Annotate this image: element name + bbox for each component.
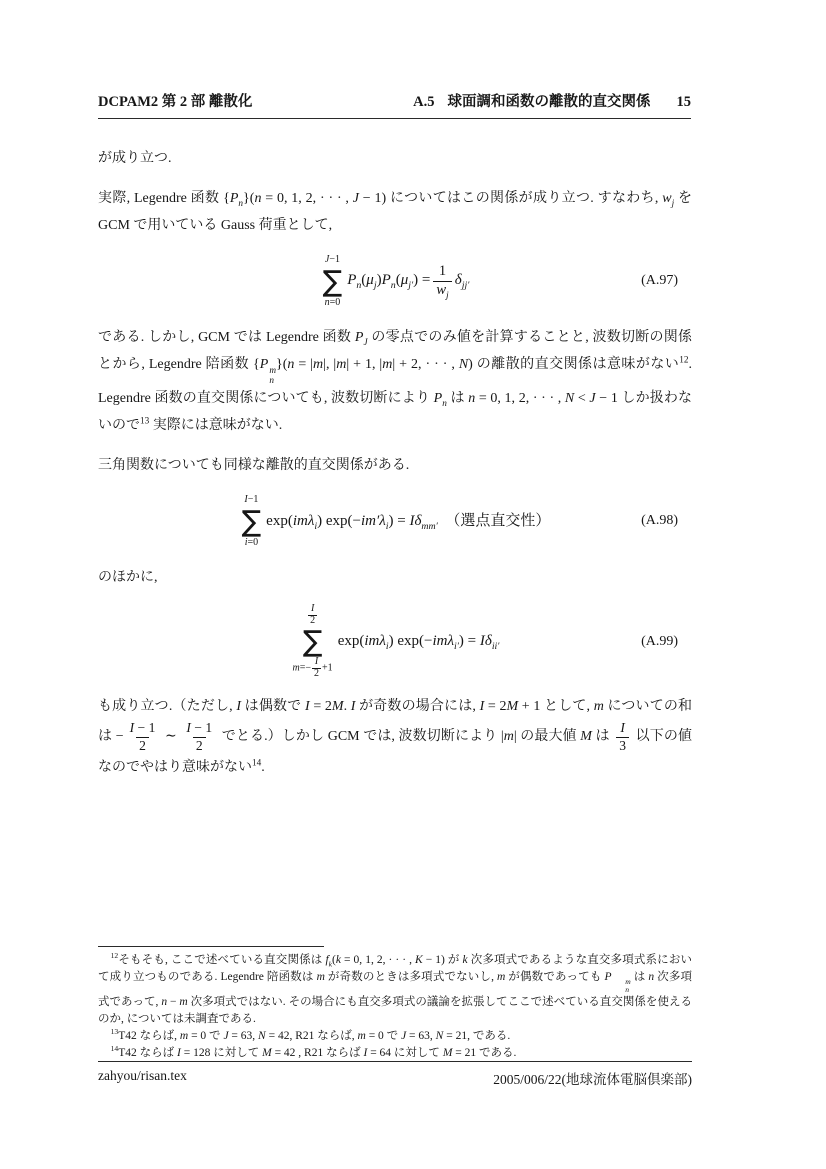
paragraph-5: のほかに, <box>98 570 158 586</box>
paragraph-1: が成り立つ. <box>98 151 172 166</box>
equation-expression: exp(imλ$_i$) $\exp(-im'\lambda_i) = I\delta_{mm'}$ （選点直交性） <box>266 512 551 532</box>
summation-symbol <box>242 494 262 548</box>
footnote-14: $^{14}$T42 ならば I = 128 に対して M = 42 , R21 ならば I = 64 に対して M = 21 である. <box>110 1044 517 1060</box>
equation-a99 <box>98 604 692 679</box>
fraction <box>433 263 451 299</box>
equation-a97 <box>98 252 692 310</box>
main-text <box>98 145 707 794</box>
paragraph-3: である. しかし, GCM では Legendre 函数 $P_J$ の零点でのみ値を計算することと, 波数切断の関係とから, Legendre 陪函数 {P m n }(n = |m|, |m| + 1, |m| + 2, · · · , N) の離散的直交関係は意味がない$^{12}$. Legendre 函数の直交関係についても, 波数切断により $P_n$ は n = 0, 1, 2, · · · , N < J − 1 しか扱わないので$^{13}$ 実際には意味がない. <box>98 330 707 434</box>
sigma-glyph: ∑ <box>322 263 343 298</box>
page-number: 15 <box>676 94 691 110</box>
paragraph-6: も成り立つ.（ただし, I は偶数で I = 2M. I が奇数の場合には, I = 2M + 1 として, m についての和は − $\frac{I - 1}{2}$ ∼ $\frac{I - 1}{2}$ でとる.）しかし GCM では, 波数切断により |m| の最大値 M は $\frac{I}{3}$ 以下の値なのでやはり意味がない$^{14}$. <box>98 699 693 776</box>
footnote-12: $^{12}$そもそも, ここで述べている直交関係は $f_k(k = 0$, 1, 2, · · · , K − 1) が k 次多項式であるような直交多項式系において成り立つものである. Legendre 陪函数は m が奇数のときは多項式でないし, m が偶数であっても P m n は n 次多項式であって, n − m 次多項式ではない. その場合にも直交多項式の議論を拡張してここで述べている直交関係を使えるのか, については未調査である. <box>98 951 692 1026</box>
section-heading <box>413 90 691 111</box>
summation-symbol <box>323 254 343 308</box>
section-number: A.5 <box>413 94 435 110</box>
sum-lower-limit: n=0 <box>324 296 341 308</box>
sigma-glyph: ∑ <box>302 624 323 659</box>
footer-date-credit: 2005/006/22(地球流体電脳倶楽部) <box>493 1072 692 1087</box>
equation-label-a99: (A.99) <box>641 633 678 649</box>
sum-upper-limit: J−1 <box>324 254 340 265</box>
equation-a98 <box>98 492 692 550</box>
equation-expression: $\delta_{jj'}$ <box>454 272 470 292</box>
sum-lower-limit: m=− $\frac{I}{2}$ +1 <box>292 656 333 679</box>
sum-upper-limit: $\frac{I}{2}$ <box>310 603 316 626</box>
page-footer <box>98 1061 692 1088</box>
summation-symbol <box>293 604 333 679</box>
footnote-13: $^{13}$T42 ならば, m = 0 で J = 63, N = 42, R21 ならば, m = 0 で J = 63, N = 21, である. <box>110 1027 511 1043</box>
section-title: 球面調和函数の離散的直交関係 <box>447 94 651 110</box>
fraction-numerator: 1 <box>438 263 447 280</box>
fraction-denominator: $w_j$ <box>433 281 451 299</box>
chapter-title: DCPAM2 第 2 部 離散化 <box>98 94 253 110</box>
equation-label-a98: (A.98) <box>641 513 678 529</box>
footnotes <box>98 946 692 1062</box>
sigma-glyph: ∑ <box>241 503 262 538</box>
sum-lower-limit: i=0 <box>244 536 259 548</box>
footer-filename: zahyou/risan.tex <box>98 1068 187 1083</box>
paragraph-2: 実際, Legendre 函数 $\{P_n\}(n = 0$, 1, 2, · · · , J − 1) についてはこの関係が成り立つ. すなわち, $w_j$ を GCM で用いている Gauss 荷重として, <box>98 191 693 233</box>
paragraph-4: 三角関数についても同様な離散的直交関係がある. <box>98 458 410 474</box>
sum-upper-limit: I−1 <box>244 494 259 506</box>
footnote-rule <box>98 946 324 947</box>
equation-expression: $P_n(\mu_j)P_n(\mu_{j'})$ = <box>347 272 431 292</box>
equation-expression: exp(imλ$_i$) $\exp(-im\lambda_{i'}) = I\delta_{ii'}$ <box>337 633 500 653</box>
page-header <box>98 90 691 119</box>
equation-label-a97: (A.97) <box>641 272 678 288</box>
